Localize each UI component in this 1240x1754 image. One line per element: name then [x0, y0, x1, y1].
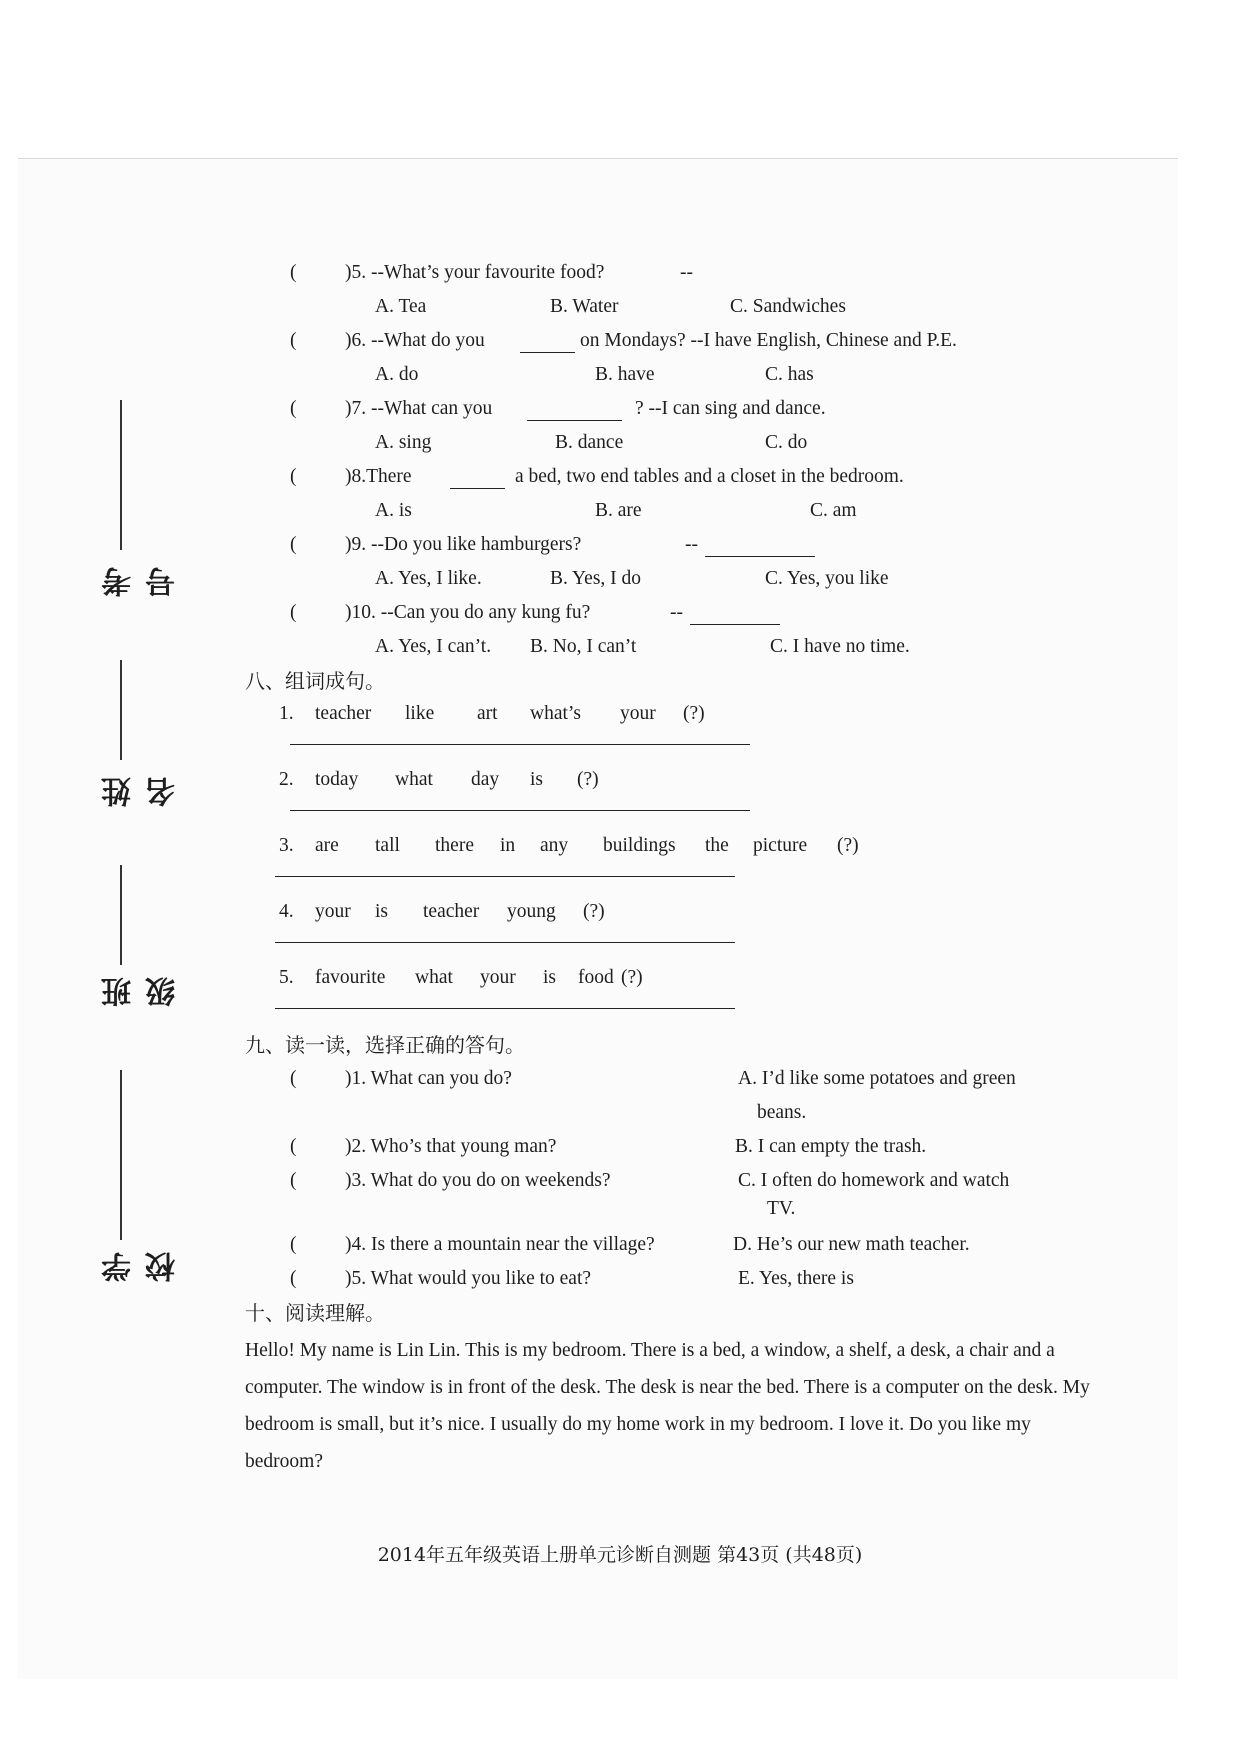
option-b: B. No, I can’t: [530, 636, 637, 657]
answer-paren[interactable]: (: [290, 1136, 297, 1157]
match-row-5: [245, 1262, 1095, 1296]
match-question: )4. Is there a mountain near the village?: [345, 1234, 655, 1255]
answer-line[interactable]: [245, 928, 1095, 962]
question-5-options: [245, 290, 1095, 324]
answer-paren[interactable]: (: [290, 398, 297, 419]
word: your: [315, 901, 351, 922]
word: any: [540, 835, 569, 856]
word: tall: [375, 835, 400, 856]
sentence-item-4: [245, 896, 1095, 962]
word: (?): [577, 769, 599, 790]
option-c: C. do: [765, 432, 808, 453]
answer-blank[interactable]: [520, 332, 575, 353]
question-7: [245, 392, 1095, 426]
option-b: B. have: [595, 364, 655, 385]
match-row-3: [245, 1164, 1095, 1198]
option-c: C. I have no time.: [770, 636, 910, 657]
sentence-item-5: [245, 962, 1095, 1028]
match-answer: D. He’s our new math teacher.: [733, 1234, 970, 1255]
word-row: [245, 830, 1095, 862]
match-answer: A. I’d like some potatoes and green: [738, 1068, 1016, 1089]
answer-line[interactable]: [245, 796, 1095, 830]
answer-line[interactable]: [245, 862, 1095, 896]
answer-paren[interactable]: (: [290, 1268, 297, 1289]
question-6-rest: on Mondays? --I have English, Chinese and P.E.: [580, 330, 957, 351]
reading-passage: Hello! My name is Lin Lin. This is my bedroom. There is a bed, a window, a shelf, a desk, a chair and a computer. The window is in front of the desk. The desk is near the bed. There is a computer on the desk. My bedroom is small, but it’s nice. I usually do my home work in my bedroom. I love it. Do you like my bedroom?: [245, 1340, 1090, 1472]
question-10-tail: --: [670, 602, 683, 623]
word-row: [245, 698, 1095, 730]
question-10-text: )10. --Can you do any kung fu?: [345, 602, 591, 623]
match-answer: B. I can empty the trash.: [735, 1136, 927, 1157]
match-row-4: [245, 1228, 1095, 1262]
question-9-tail: --: [685, 534, 698, 555]
option-a: A. Tea: [375, 296, 427, 317]
question-5-tail: --: [680, 262, 693, 283]
question-9-options: [245, 562, 1095, 596]
match-row-cont: [245, 1096, 1095, 1130]
question-8-rest: a bed, two end tables and a closet in the bedroom.: [515, 466, 904, 487]
option-b: B. Yes, I do: [550, 568, 642, 589]
word: (?): [683, 703, 705, 724]
question-8-options: [245, 494, 1095, 528]
word: is: [543, 967, 557, 988]
word: day: [471, 769, 500, 790]
question-8: [245, 460, 1095, 494]
option-b: B. dance: [555, 432, 624, 453]
section-8-title: 八、组词成句。: [245, 669, 385, 693]
word: picture: [753, 835, 808, 856]
answer-paren[interactable]: (: [290, 466, 297, 487]
word: is: [375, 901, 389, 922]
section-10-title: 十、阅读理解。: [245, 1301, 385, 1325]
question-6-text: )6. --What do you: [345, 330, 485, 351]
school-label: 学校: [102, 1250, 181, 1282]
answer-blank[interactable]: [527, 400, 622, 421]
option-c: C. Sandwiches: [730, 296, 846, 317]
answer-paren[interactable]: (: [290, 1170, 297, 1191]
question-9-text: )9. --Do you like hamburgers?: [345, 534, 582, 555]
class-line: [120, 865, 122, 965]
multiple-choice-section: [245, 256, 1095, 664]
name-label: 姓名: [102, 775, 181, 807]
option-c: C. Yes, you like: [765, 568, 889, 589]
option-c: C. has: [765, 364, 814, 385]
exam-number-line: [120, 400, 122, 550]
item-number: 1.: [279, 703, 294, 724]
word: what’s: [530, 703, 581, 724]
option-b: B. Water: [550, 296, 619, 317]
word-row: [245, 896, 1095, 928]
option-a: A. do: [375, 364, 419, 385]
name-line: [120, 660, 122, 760]
word: what: [395, 769, 433, 790]
word-row: [245, 764, 1095, 796]
student-info-sidebar: [80, 400, 181, 1400]
question-9: [245, 528, 1095, 562]
school-line: [120, 1070, 122, 1240]
question-10-options: [245, 630, 1095, 664]
word: is: [530, 769, 544, 790]
match-row-2: [245, 1130, 1095, 1164]
word: the: [705, 835, 729, 856]
word: (?): [621, 967, 643, 988]
match-row-cont: [245, 1198, 1095, 1228]
word: teacher: [315, 703, 372, 724]
answer-paren[interactable]: (: [290, 1234, 297, 1255]
word: favourite: [315, 967, 386, 988]
word: there: [435, 835, 474, 856]
item-number: 3.: [279, 835, 294, 856]
word: what: [415, 967, 453, 988]
word: like: [405, 703, 435, 724]
option-c: C. am: [810, 500, 857, 521]
answer-blank[interactable]: [450, 468, 505, 489]
sentence-item-2: [245, 764, 1095, 830]
answer-blank[interactable]: [690, 604, 780, 625]
question-5: [245, 256, 1095, 290]
word: in: [500, 835, 516, 856]
question-6-options: [245, 358, 1095, 392]
word: young: [507, 901, 556, 922]
answer-paren[interactable]: (: [290, 602, 297, 623]
word-row: [245, 962, 1095, 994]
word: (?): [583, 901, 605, 922]
answer-paren[interactable]: (: [290, 534, 297, 555]
answer-blank[interactable]: [705, 536, 815, 557]
word: teacher: [423, 901, 480, 922]
item-number: 5.: [279, 967, 294, 988]
word: today: [315, 769, 359, 790]
item-number: 4.: [279, 901, 294, 922]
question-8-text: )8.There: [345, 466, 412, 487]
option-b: B. are: [595, 500, 642, 521]
match-question: )2. Who’s that young man?: [345, 1136, 557, 1157]
option-a: A. sing: [375, 432, 432, 453]
question-7-text: )7. --What can you: [345, 398, 493, 419]
match-question: )3. What do you do on weekends?: [345, 1170, 611, 1191]
word: your: [620, 703, 656, 724]
item-number: 2.: [279, 769, 294, 790]
class-label: 班级: [102, 975, 181, 1007]
match-answer: C. I often do homework and watch: [738, 1170, 1010, 1191]
question-7-rest: ? --I can sing and dance.: [635, 398, 826, 419]
question-7-options: [245, 426, 1095, 460]
match-row-1: [245, 1062, 1095, 1096]
question-5-text: )5. --What’s your favourite food?: [345, 262, 605, 283]
answer-paren[interactable]: (: [290, 262, 297, 283]
option-a: A. Yes, I like.: [375, 568, 482, 589]
match-answer-cont: TV.: [767, 1198, 796, 1219]
answer-paren[interactable]: (: [290, 1068, 297, 1089]
word: buildings: [603, 835, 676, 856]
answer-line[interactable]: [245, 730, 1095, 764]
section-9-title: 九、读一读，选择正确的答句。: [245, 1033, 525, 1057]
match-question: )1. What can you do?: [345, 1068, 512, 1089]
word: your: [480, 967, 516, 988]
exam-content: [245, 256, 1095, 1480]
exam-number-label: 考号: [102, 565, 181, 597]
page-footer: 2014年五年级英语上册单元诊断自测题 第43页 (共48页): [377, 1544, 863, 1566]
option-a: A. is: [375, 500, 412, 521]
answer-line[interactable]: [245, 994, 1095, 1028]
match-answer-cont: beans.: [757, 1102, 807, 1123]
word: (?): [837, 835, 859, 856]
sentence-item-3: [245, 830, 1095, 896]
question-10: [245, 596, 1095, 630]
word: are: [315, 835, 339, 856]
sentence-item-1: [245, 698, 1095, 764]
option-a: A. Yes, I can’t.: [375, 636, 492, 657]
word: art: [477, 703, 498, 724]
answer-paren[interactable]: (: [290, 330, 297, 351]
match-question: )5. What would you like to eat?: [345, 1268, 592, 1289]
word: food: [578, 967, 614, 988]
question-6: [245, 324, 1095, 358]
match-answer: E. Yes, there is: [738, 1268, 854, 1289]
